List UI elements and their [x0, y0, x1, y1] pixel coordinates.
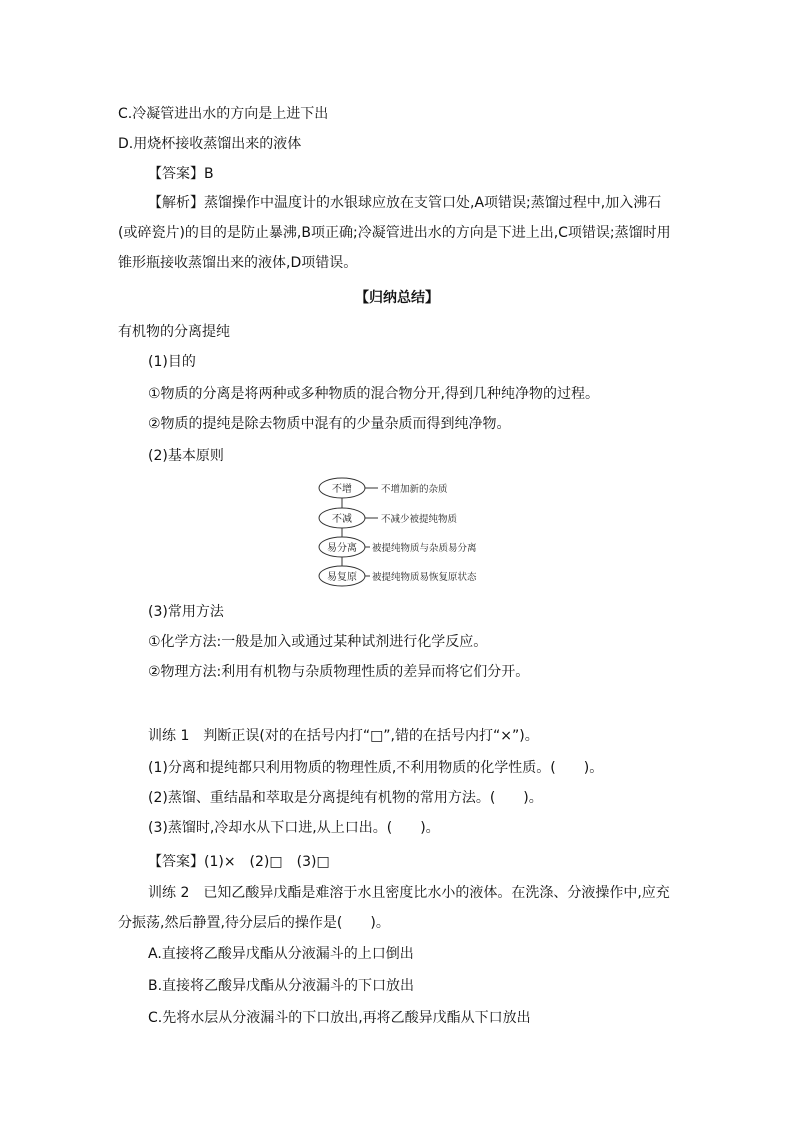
diagram-node-label: 易分离: [327, 543, 357, 554]
analysis-paragraph: 【解析】蒸馏操作中温度计的水银球应放在支管口处,A项错误;蒸馏过程中,加入沸石(或碎瓷片)的目的是防止暴沸,B项正确;冷凝管进出水的方向是下进上出,C项错误;蒸馏时用锥形瓶接收蒸馏出来的液体,D项错误。: [118, 195, 671, 271]
option-d: D.用烧杯接收蒸馏出来的液体: [118, 136, 302, 152]
exercise-1-prompt: 训练 1 判断正误(对的在括号内打“□”,错的在括号内打“×”)。: [148, 728, 539, 744]
summary-title: 【归纳总结】: [355, 290, 439, 306]
topic-heading: 有机物的分离提纯: [118, 324, 230, 340]
diagram-node-2: [319, 508, 458, 528]
exercise-1-item-2: (2)蒸馏、重结晶和萃取是分离提纯有机物的常用方法。( )。: [148, 790, 543, 806]
diagram-node-desc: 不增加新的杂质: [381, 484, 448, 495]
diagram-node-4: [319, 566, 477, 586]
principles-diagram: [318, 474, 518, 592]
diagram-node-desc: 被提纯物质与杂质易分离: [372, 543, 477, 554]
diagram-node-1: [319, 478, 448, 498]
section-methods: (3)常用方法: [148, 604, 224, 620]
diagram-node-desc: 不减少被提纯物质: [381, 514, 458, 525]
exercise-1-item-1: (1)分离和提纯都只利用物质的物理性质,不利用物质的化学性质。( )。: [148, 760, 604, 776]
section-principles: (2)基本原则: [148, 448, 224, 464]
exercise-1-item-3: (3)蒸馏时,冷却水从下口进,从上口出。( )。: [148, 820, 440, 836]
exercise-2-option-b: B.直接将乙酸异戊酯从分液漏斗的下口放出: [148, 978, 415, 994]
option-c: C.冷凝管进出水的方向是上进下出: [118, 106, 329, 122]
method-item-2: ②物理方法:利用有机物与杂质物理性质的差异而将它们分开。: [148, 664, 530, 680]
diagram-node-label: 易复原: [327, 572, 357, 583]
exercise-2-option-a: A.直接将乙酸异戊酯从分液漏斗的上口倒出: [148, 946, 414, 962]
diagram-node-desc: 被提纯物质易恢复原状态: [372, 572, 477, 583]
diagram-node-label: 不增: [332, 484, 352, 495]
diagram-node-3: [319, 537, 477, 557]
exercise-2-prompt: 训练 2 已知乙酸异戊酯是难溶于水且密度比水小的液体。在洗涤、分液操作中,应充分振荡,然后静置,待分层后的操作是( )。: [118, 885, 670, 931]
method-item-1: ①化学方法:一般是加入或通过某种试剂进行化学反应。: [148, 634, 488, 650]
section-purpose: (1)目的: [148, 354, 196, 370]
answer-2: 【答案】(1)× (2)□ (3)□: [148, 854, 330, 870]
answer-1: 【答案】B: [148, 166, 214, 182]
diagram-node-label: 不减: [332, 514, 352, 525]
purpose-item-2: ②物质的提纯是除去物质中混有的少量杂质而得到纯净物。: [148, 416, 511, 432]
purpose-item-1: ①物质的分离是将两种或多种物质的混合物分开,得到几种纯净物的过程。: [148, 386, 599, 402]
exercise-2-option-c: C.先将水层从分液漏斗的下口放出,再将乙酸异戊酯从下口放出: [148, 1010, 531, 1026]
